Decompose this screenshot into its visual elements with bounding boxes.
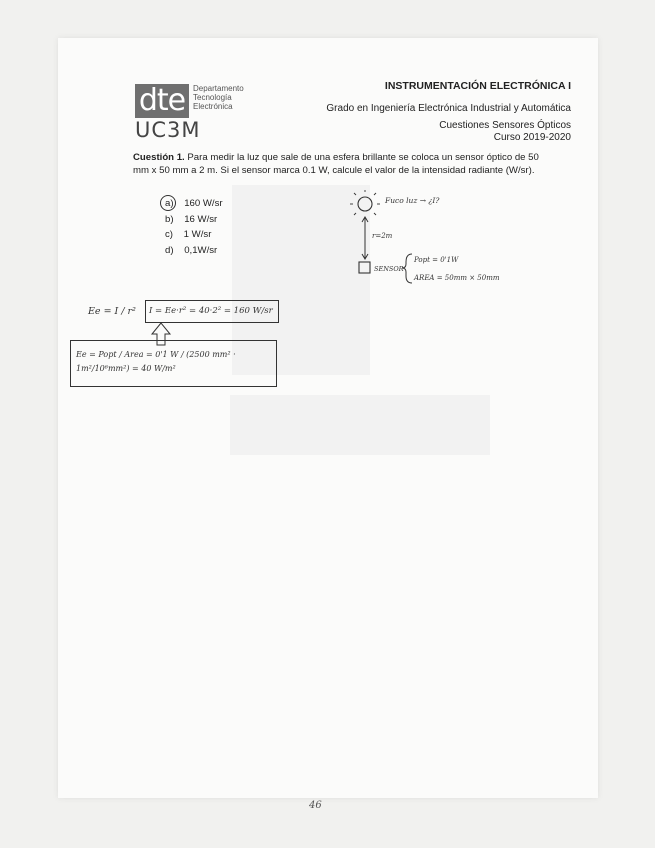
topic: Cuestiones Sensores Ópticos [439,120,571,131]
dte-uc3m-logo [135,84,255,142]
show-through-lines [230,395,490,455]
degree-name: Grado en Ingeniería Electrónica Industrial y Automática [326,103,571,114]
option-text: 1 W/sr [183,229,212,240]
logo-dept-line-2: Tecnología [193,93,232,102]
option-letter: d) [165,244,174,256]
option-c [165,227,223,243]
logo-dept-line-3: Electrónica [193,102,233,111]
question-text: Para medir la luz que sale de una esfera brillante se coloca un sensor óptico de 50 mm x 50 mm a 2 m. Si el sensor marca 0.1 W, calcule el valor de la intensidad radiante (W/sr). [133,152,539,176]
option-text: 160 W/sr [184,198,223,209]
logo-dept-line-1: Departamento [193,84,244,93]
distance-note: r=2m [372,232,393,240]
page-number: 46 [309,800,322,811]
logo-department [193,84,244,111]
irradiance-formula: Ee = Popt / Area = 0'1 W / (2500 mm² · 1m²/10⁶mm²) = 40 W/m² [76,350,236,373]
formula-result: I = Ee·r² = 40·2² = 160 W/sr [149,306,273,316]
course-title: INSTRUMENTACIÓN ELECTRÓNICA I [384,80,571,92]
option-letter: a) [165,198,174,209]
selected-circle-mark [160,195,176,211]
answer-options [165,196,223,258]
sensor-note: SENSOR [374,265,404,273]
academic-year: Curso 2019-2020 [493,132,571,143]
option-b [165,212,223,228]
option-text: 0,1W/sr [184,244,218,256]
topic-and-year [439,120,571,144]
sphere-note: Fuco luz → ¿I? [385,196,440,205]
option-a [165,196,223,212]
sensor-power-note: Popt = 0'1W [414,256,459,264]
sensor-area-note: AREA = 50mm × 50mm [414,274,500,282]
question-label: Cuestión 1. [133,152,185,163]
option-letter: b) [165,213,174,225]
logo-uc3m: UC3M [135,118,201,142]
option-letter: c) [165,229,173,240]
sphere-drawing [358,197,372,211]
sensor-drawing [359,262,370,273]
formula-irradiance-intensity: Ee = I / r² [88,306,136,317]
question-statement [133,152,543,177]
option-d [165,243,223,259]
logo-dte: dte [135,84,189,118]
option-text: 16 W/sr [184,213,218,225]
